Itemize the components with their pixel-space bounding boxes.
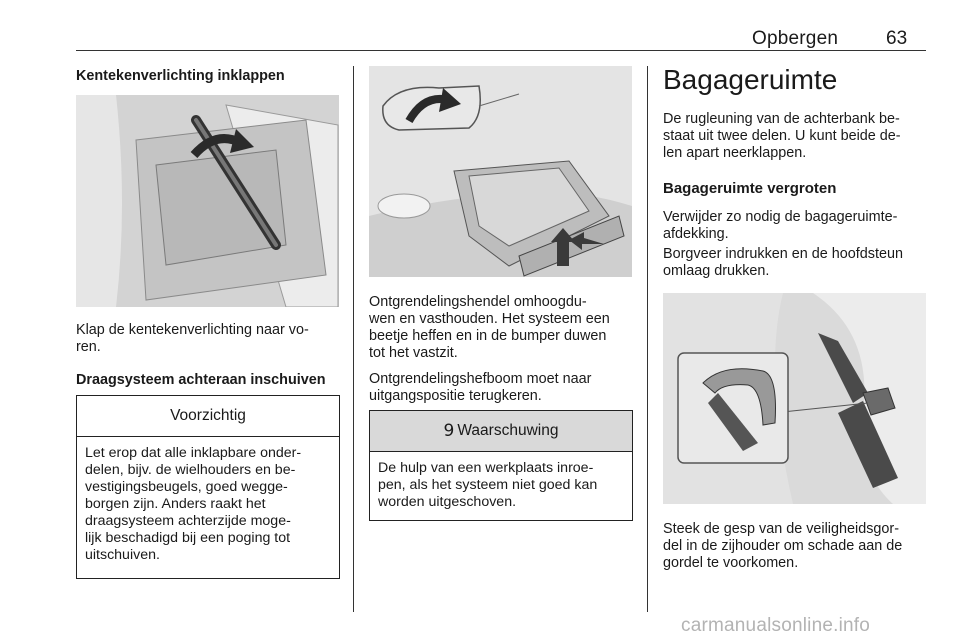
caution-text: Let erop dat alle inklapbare onder- delen, bijv. de wielhouders en be- vestigingsbeugels, goed wegge- borgen zijn. Anders raakt het draagsysteem achterzijde moge- lijk beschadigd bij een poging tot uitschuiven. — [85, 445, 302, 563]
warning-text: De hulp van een werkplaats inroe- pen, als het systeem niet goed kan worden uitgeschoven. — [378, 460, 598, 510]
column-divider-2 — [647, 66, 648, 612]
para-headrest: Borgveer indrukken en de hoofdsteun omlaag drukken. — [663, 246, 904, 279]
caution-box — [76, 395, 340, 579]
warning-header — [370, 411, 632, 452]
subheading-carrier: Draagsysteem achteraan inschuiven — [76, 372, 326, 388]
watermark: carmanualsonline.info — [681, 615, 871, 636]
figure-carrier-bumper — [369, 66, 632, 277]
figure-seatbelt-holder — [663, 293, 926, 504]
page-header-title: Opbergen — [752, 28, 839, 49]
para-remove-cover: Verwijder zo nodig de bagageruimte- afdekking. — [663, 209, 898, 242]
section-title-luggage: Bagageruimte — [663, 64, 838, 95]
subheading-enlarge: Bagageruimte vergroten — [663, 180, 837, 197]
para-rear-seat: De rugleuning van de achterbank be- staat uit twee delen. U kunt beide de- len apart neerklappen. — [663, 111, 901, 161]
carrier-bumper-illustration — [369, 66, 632, 277]
warning-box — [369, 410, 633, 521]
para-release-lever: Ontgrendelingshendel omhoogdu- wen en vasthouden. Het systeem een beetje heffen en in de bumper duwen tot het vastzit. — [369, 294, 610, 361]
seatbelt-holder-illustration — [663, 293, 926, 504]
header-rule — [76, 50, 926, 51]
figure-license-light — [76, 95, 339, 307]
para-fold-light: Klap de kentekenverlichting naar vo- ren. — [76, 322, 309, 355]
license-light-illustration — [76, 95, 339, 307]
page-number: 63 — [886, 28, 908, 49]
caution-title: Voorzichtig — [77, 396, 339, 437]
column-divider-1 — [353, 66, 354, 612]
section-heading-license-light: Kentekenverlichting inklappen — [76, 68, 285, 84]
warning-title: Waarschuwing — [457, 422, 559, 439]
para-belt-buckle: Steek de gesp van de veiligheidsgor- del in de zijhouder om schade aan de gordel te voorkomen. — [663, 521, 903, 571]
warning-icon: 9 — [443, 421, 455, 441]
para-lever-return: Ontgrendelingshefboom moet naar uitgangspositie terugkeren. — [369, 371, 592, 404]
